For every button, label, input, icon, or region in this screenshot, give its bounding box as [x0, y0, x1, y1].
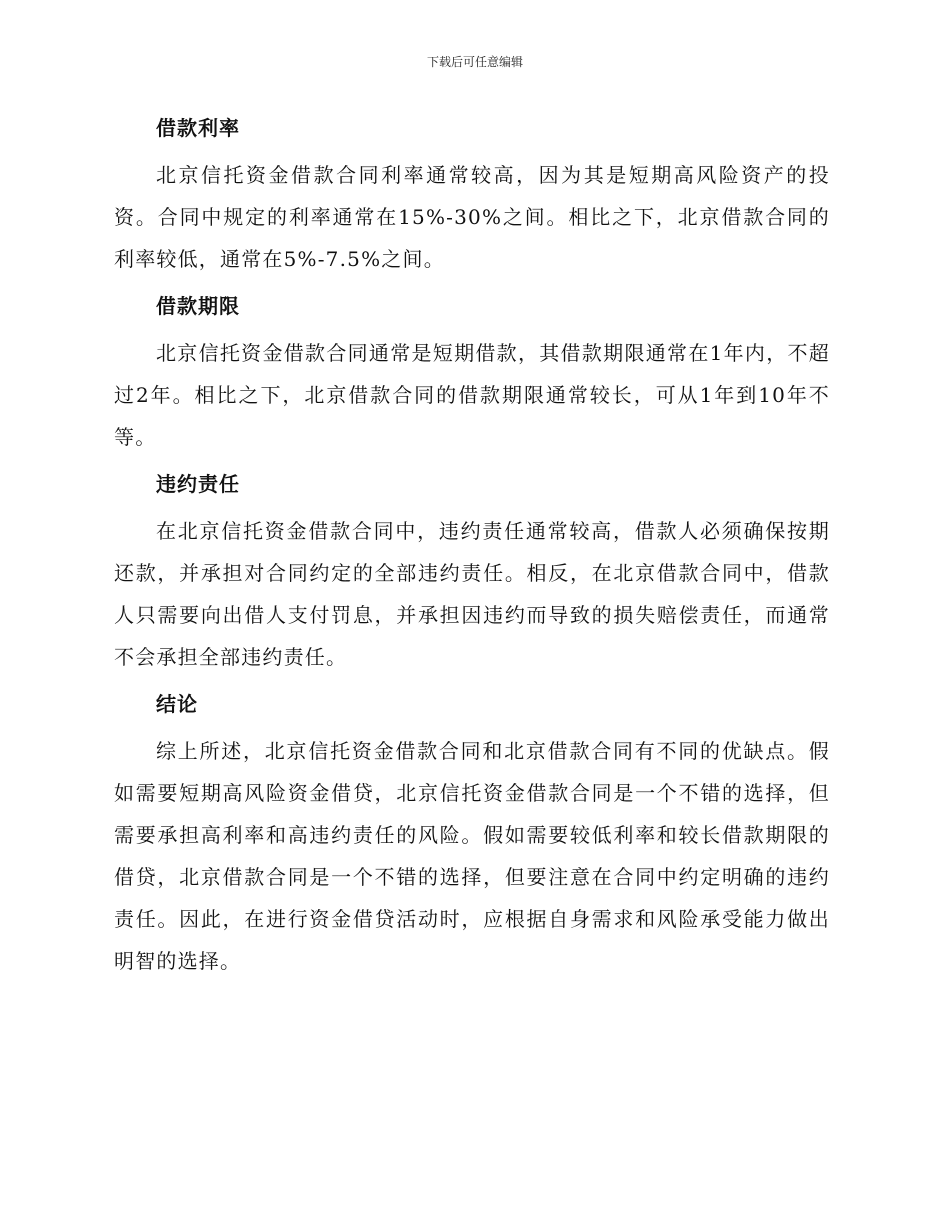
page-header: 下载后可任意编辑: [426, 55, 523, 69]
section-heading: 结论: [156, 692, 198, 716]
section-heading: 违约责任: [156, 472, 240, 496]
section-heading: 借款期限: [156, 294, 240, 318]
document-body: [114, 108, 830, 988]
section-conclusion: [114, 684, 830, 982]
section-paragraph: 北京信托资金借款合同通常是短期借款，其借款期限通常在1年内，不超过2年。相比之下，北京借款合同的借款期限通常较长，可从1年到10年不等。: [114, 341, 830, 449]
section-loan-term: [114, 286, 830, 458]
section-paragraph: 在北京信托资金借款合同中，违约责任通常较高，借款人必须确保按期还款，并承担对合同约定的全部违约责任。相反，在北京借款合同中，借款人只需要向出借人支付罚息，并承担因违约而导致的损失赔偿责任，而通常不会承担全部违约责任。: [114, 519, 830, 669]
section-paragraph: 综上所述，北京信托资金借款合同和北京借款合同有不同的优缺点。假如需要短期高风险资金借贷，北京信托资金借款合同是一个不错的选择，但需要承担高利率和高违约责任的风险。假如需要较低利率和较长借款期限的借贷，北京借款合同是一个不错的选择，但要注意在合同中约定明确的违约责任。因此，在进行资金借贷活动时，应根据自身需求和风险承受能力做出明智的选择。: [114, 739, 830, 973]
section-heading: 借款利率: [156, 116, 240, 140]
section-paragraph: 北京信托资金借款合同利率通常较高，因为其是短期高风险资产的投资。合同中规定的利率通常在15%-30%之间。相比之下，北京借款合同的利率较低，通常在5%-7.5%之间。: [114, 163, 830, 271]
section-default-liability: [114, 464, 830, 678]
section-interest-rate: [114, 108, 830, 280]
